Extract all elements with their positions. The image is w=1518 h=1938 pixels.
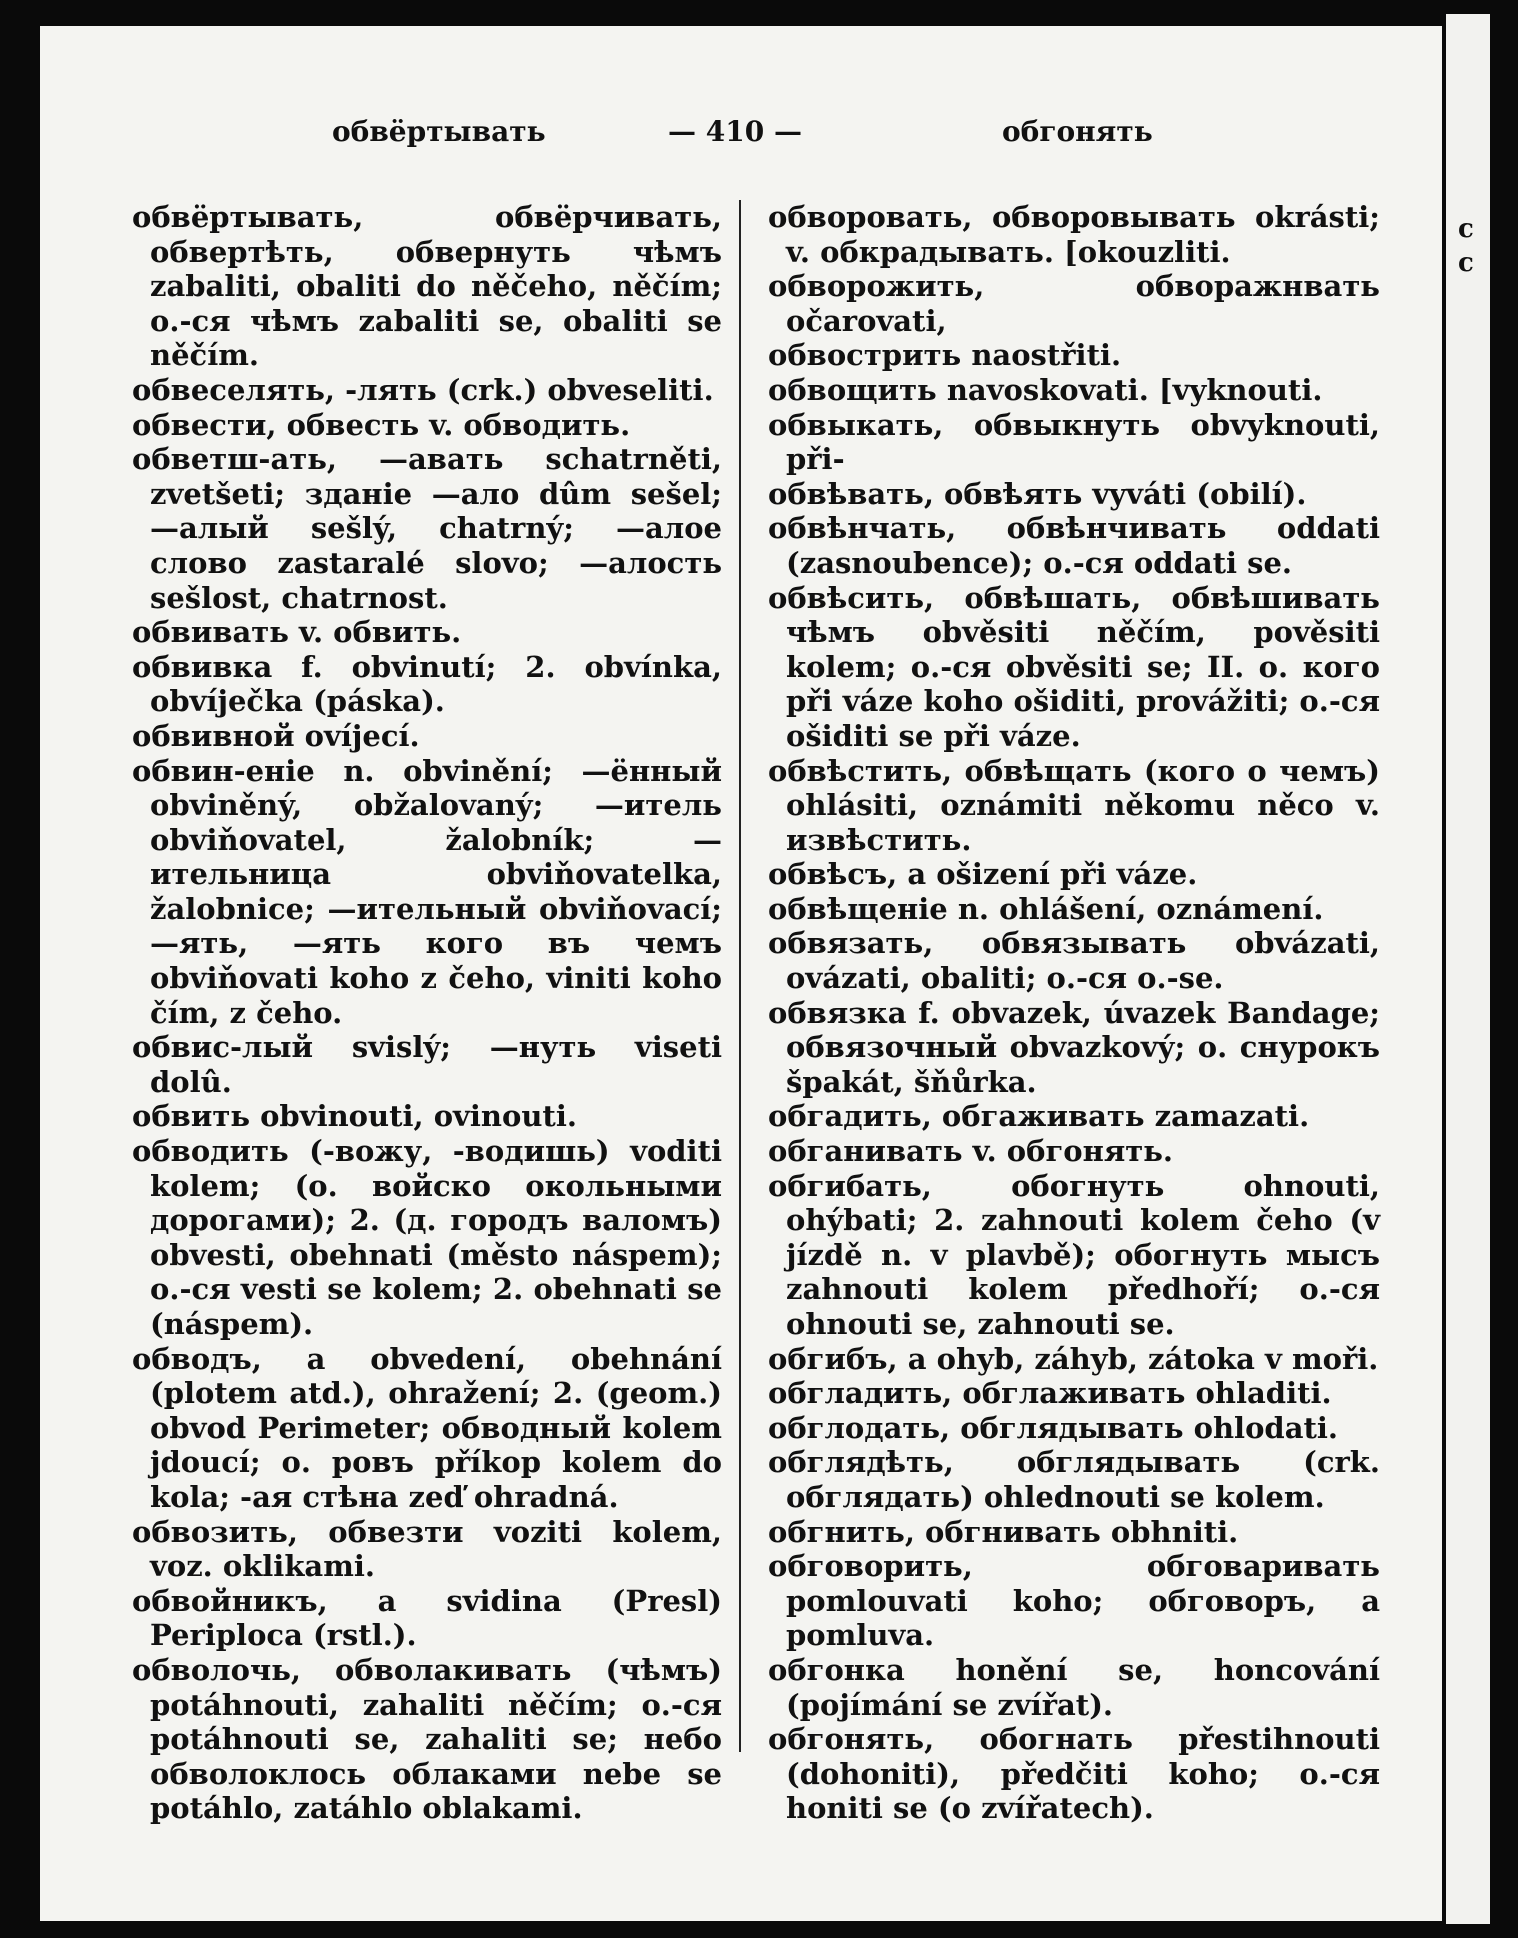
dictionary-entry: обвести, обвесть v. обводить. xyxy=(132,407,631,442)
dictionary-entry: обвѣсъ, a ošizení při váze. xyxy=(768,857,1198,892)
dictionary-entry: обвить obvinouti, ovinouti. xyxy=(132,1099,577,1134)
dictionary-entry: обвин-еніе n. obvinění; —ённый obviněný, obžalovaný; —итель obviňovatel, žalobník; —ительница obviňovatelka, žalobnice; —ительный obviňovací; —ять, —ять кого въ чемъ obviňovati koho z čeho, viniti koho čím, z čeho. xyxy=(132,753,722,1030)
dictionary-entry: обгибъ, a ohyb, záhyb, zátoka v moři. xyxy=(768,1341,1379,1376)
dictionary-entry: обвойникъ, a svidina (Presl) Periploca (rstl.). xyxy=(132,1583,722,1653)
dictionary-entry: обводъ, a obvedení, obehnání (plotem atd.), ohražení; 2. (geom.) obvod Perimeter; обводный kolem jdoucí; о. ровъ příkop kolem do kola; -ая стѣна zeď ohradná. xyxy=(132,1341,722,1514)
dictionary-entry: обвощить navoskovati. [vyknouti. xyxy=(768,372,1323,407)
dictionary-entry: обгибать, обогнуть ohnouti, ohýbati; 2. zahnouti kolem čeho (v jízdě n. v plavbě); обогнуть мысъ zahnouti kolem předhoří; о.-ся ohnouti se, zahnouti se. xyxy=(768,1168,1380,1341)
dictionary-entry: обволочь, обволакивать (чѣмъ) potáhnouti, zahaliti něčím; о.-ся potáhnouti se, zahaliti se; небо обволоклось облаками nebe se potáhlo, zatáhlo oblakami. xyxy=(132,1652,722,1826)
left-guide-word: обвёртывать xyxy=(332,115,546,148)
side-mark: c xyxy=(1458,214,1474,244)
dictionary-entry: обвязать, обвязывать obvázati, ovázati, obaliti; о.-ся о.-se. xyxy=(768,926,1380,996)
dictionary-entry: обвязка f. obvazek, úvazek Bandage; обвязочный obvazkový; о. снурокъ špakát, šňůrka. xyxy=(768,995,1380,1099)
dictionary-entry: обворожить, обворажнвать očarovati, xyxy=(768,269,1380,338)
dictionary-entry: обвѣстить, обвѣщать (кого о чемъ) ohlásiti, oznámiti někomu něco v. извѣстить. xyxy=(768,753,1380,857)
page-number: — 410 — xyxy=(668,115,802,148)
dictionary-entry: обгнить, обгнивать obhniti. xyxy=(768,1514,1239,1549)
dictionary-entry: обвёртывать, обвёрчивать, обвертѣть, обвернуть чѣмъ zabaliti, obaliti do něčeho, něčím; о.-ся чѣмъ zabaliti se, obaliti se něčím. xyxy=(132,200,722,373)
adjacent-page-strip xyxy=(1446,14,1490,1924)
dictionary-entry: обганивать v. обгонять. xyxy=(768,1134,1173,1169)
dictionary-entry: обгладить, обглаживать ohladiti. xyxy=(768,1376,1332,1411)
dictionary-entry: обгадить, обгаживать zamazati. xyxy=(768,1099,1310,1134)
left-column xyxy=(132,200,722,1826)
side-mark: c xyxy=(1458,248,1474,278)
dictionary-entry: обгонка honění se, honcování (pojímání se zvířat). xyxy=(768,1652,1380,1722)
column-divider xyxy=(739,200,741,1752)
dictionary-entry: обворовать, обворовывать okrásti; v. обкрадывать. [okouzliti. xyxy=(768,200,1380,269)
dictionary-entry: обвѣсить, обвѣшать, обвѣшивать чѣмъ obvěsiti něčím, pověsiti kolem; о.-ся obvěsiti se; II. о. кого při váze koho ošiditi, provážiti; о.-ся ošiditi se při váze. xyxy=(768,580,1380,753)
dictionary-entry: обвис-лый svislý; —нуть viseti dolû. xyxy=(132,1030,722,1099)
right-guide-word: обгонять xyxy=(1002,115,1153,148)
dictionary-entry: обглядѣть, обглядывать (crk. обглядать) ohlednouti se kolem. xyxy=(768,1445,1380,1514)
right-column xyxy=(768,200,1380,1826)
dictionary-entry: обвѣвать, обвѣять vyváti (obilí). xyxy=(768,476,1307,511)
dictionary-entry: обговорить, обговаривать pomlouvati koho; обговоръ, a pomluva. xyxy=(768,1549,1380,1653)
dictionary-entry: обвивка f. obvinutí; 2. obvínka, obvíječka (páska). xyxy=(132,649,722,719)
dictionary-entry: обвѣщеніе n. ohlášení, oznámení. xyxy=(768,891,1324,926)
dictionary-entry: обглодать, обглядывать ohlodati. xyxy=(768,1410,1338,1445)
dictionary-entry: обвивать v. обвить. xyxy=(132,615,462,650)
dictionary-entry: обвивной ovíjecí. xyxy=(132,718,420,753)
dictionary-entry: обветш-ать, —авать schatrněti, zvetšeti; зданіе —ало dûm sešel; —алый sešlý, chatrný; —алое слово zastaralé slovo; —алость sešlost, chatrnost. xyxy=(132,442,722,615)
dictionary-entry: обводить (-вожу, -водишь) voditi kolem; (о. войско окольными дорогами); 2. (д. городъ валомъ) obvesti, obehnati (město náspem); о.-ся vesti se kolem; 2. obehnati se (náspem). xyxy=(132,1134,722,1341)
dictionary-entry: обвыкать, обвыкнуть obvyknouti, při- xyxy=(768,407,1380,477)
dictionary-entry: обвострить naostřiti. xyxy=(768,338,1122,373)
dictionary-entry: обгонять, обогнать přestihnouti (dohoniti), předčiti koho; о.-ся honiti se (o zvířatech). xyxy=(768,1722,1380,1826)
dictionary-entry: обвозить, обвезти voziti kolem, voz. oklikami. xyxy=(132,1514,722,1584)
dictionary-entry: обвеселять, -лять (crk.) obveseliti. xyxy=(132,372,714,407)
dictionary-entry: обвѣнчать, обвѣнчивать oddati (zasnoubence); о.-ся oddati se. xyxy=(768,511,1380,580)
